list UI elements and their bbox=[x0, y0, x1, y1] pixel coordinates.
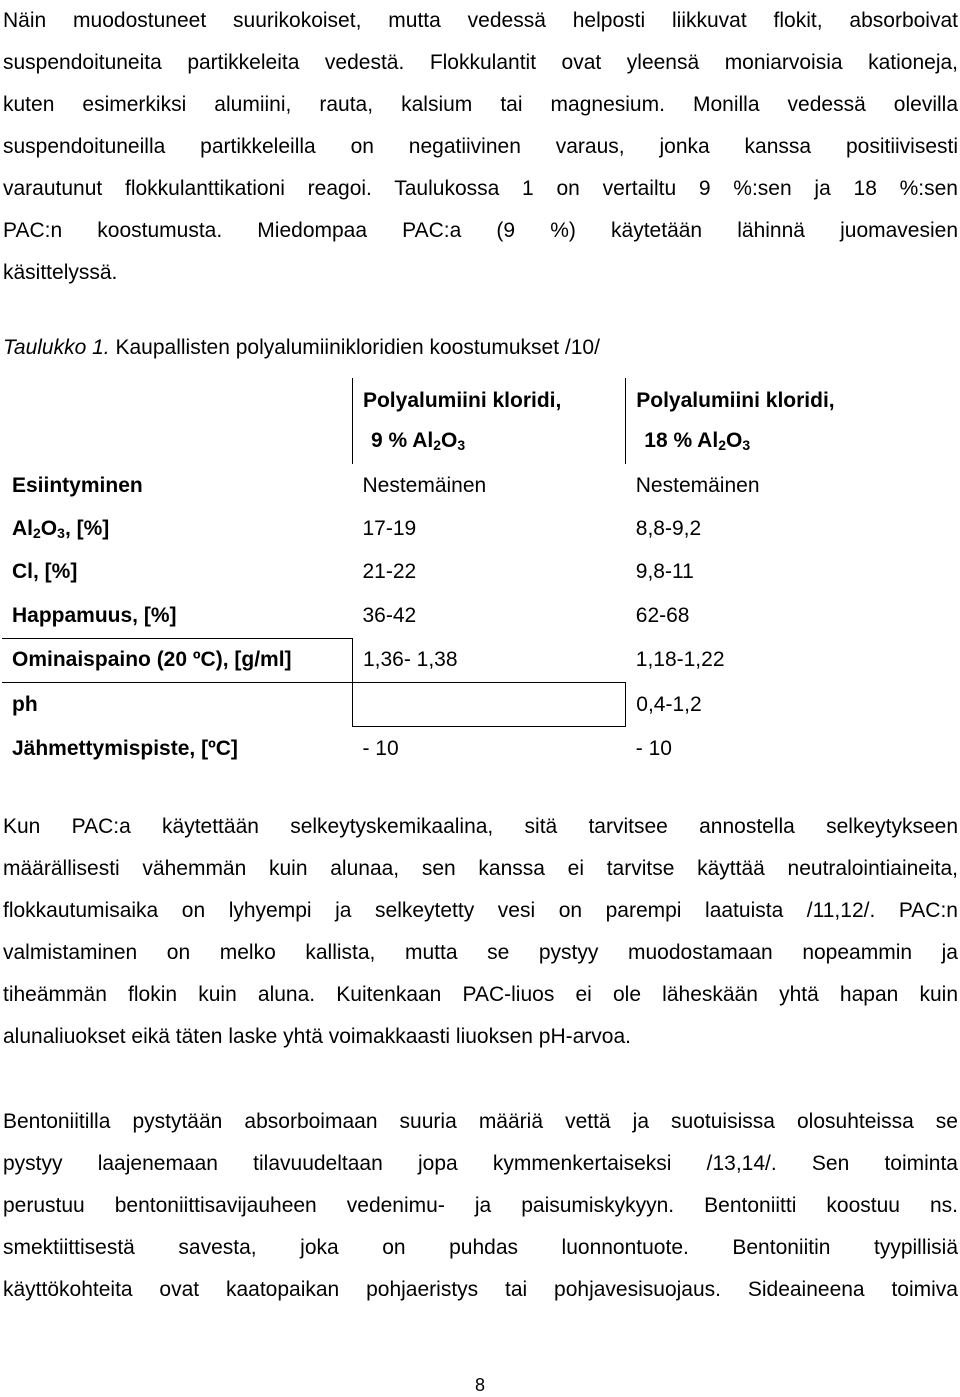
row-label-unit: , [%] bbox=[64, 517, 110, 541]
subscript: 2 bbox=[433, 437, 442, 453]
row-label: Happamuus, [%] bbox=[12, 603, 177, 627]
text-line: suspendoituneita partikkeleita vedestä. Flokkulantit ovat yleensä moniarvoisia kationeja, bbox=[3, 51, 958, 74]
header-pac-9-o: O bbox=[441, 429, 458, 452]
cell-pac-9: - 10 bbox=[362, 737, 399, 761]
table-row bbox=[2, 594, 898, 638]
table-caption-label: Taulukko 1. bbox=[3, 336, 110, 359]
cell-pac-18: 9,8-11 bbox=[635, 560, 694, 584]
cell-pac-9: 21-22 bbox=[362, 560, 417, 584]
cell-pac-18: Nestemäinen bbox=[635, 473, 760, 497]
paragraph-flocculants bbox=[3, 0, 958, 294]
row-label: Esiintyminen bbox=[12, 473, 143, 497]
cell-pac-9: 1,36- 1,38 bbox=[362, 648, 458, 671]
subscript: 2 bbox=[33, 525, 41, 542]
text-line: Näin muodostuneet suurikokoiset, mutta vedessä helposti liikkuvat flokit, absorboivat bbox=[3, 9, 958, 32]
header-pac-9 bbox=[352, 378, 625, 464]
table-row bbox=[2, 727, 898, 771]
text-line: varautunut flokkulanttikationi reagoi. Taulukossa 1 on vertailtu 9 %:sen ja 18 %:sen bbox=[3, 177, 958, 200]
cell-pac-18: 62-68 bbox=[635, 604, 690, 628]
text-line: käyttökohteita ovat kaatopaikan pohjaeristys tai pohjavesisuojaus. Sideaineena toimiva bbox=[3, 1278, 958, 1301]
pac-composition-table bbox=[2, 378, 898, 771]
text-line: perustuu bentoniittisavijauheen vedenimu- ja paisumiskykyyn. Bentoniitti koostuu ns. bbox=[3, 1194, 958, 1217]
subscript: 3 bbox=[57, 525, 65, 542]
paragraph-bentonite bbox=[3, 1101, 958, 1311]
cell-pac-18: 1,18-1,22 bbox=[635, 648, 725, 672]
text-line: alunaliuokset eikä täten laske yhtä voimakkaasti liuoksen pH-arvoa. bbox=[3, 1025, 632, 1048]
row-label-o: O bbox=[40, 517, 58, 541]
table-header-row bbox=[2, 378, 898, 464]
cell-pac-9: Nestemäinen bbox=[362, 473, 487, 497]
header-pac-9-title: Polyalumiini kloridi, bbox=[362, 389, 562, 412]
paragraph-pac-usage bbox=[3, 806, 958, 1058]
header-pac-9-concentration bbox=[363, 421, 615, 461]
header-pac-18-title: Polyalumiini kloridi, bbox=[636, 389, 835, 412]
subscript: 3 bbox=[742, 437, 751, 453]
table-row bbox=[2, 507, 898, 550]
table-row bbox=[2, 551, 898, 594]
header-empty-cell bbox=[2, 378, 352, 464]
table-row bbox=[2, 464, 898, 507]
header-pac-9-pct: 9 % Al bbox=[370, 429, 434, 452]
text-line: Bentoniitilla pystytään absorboimaan suuria määriä vettä ja suotuisissa olosuhteissa se bbox=[3, 1110, 958, 1133]
row-label bbox=[2, 507, 352, 550]
header-pac-18-concentration bbox=[636, 421, 888, 461]
cell-pac-9: 17-19 bbox=[362, 517, 417, 541]
text-line: PAC:n koostumusta. Miedompaa PAC:a (9 %) käytetään lähinnä juomavesien bbox=[3, 219, 958, 242]
text-line: Kun PAC:a käytettään selkeytyskemikaalina, sitä tarvitsee annostella selkeytykseen bbox=[3, 815, 958, 838]
page-number: 8 bbox=[474, 1375, 485, 1395]
text-line: tiheämmän flokin kuin aluna. Kuitenkaan PAC-liuos ei ole läheskään yhtä hapan kuin bbox=[3, 983, 958, 1006]
subscript: 2 bbox=[718, 437, 726, 453]
table-caption bbox=[3, 327, 600, 369]
row-label: Jähmettymispiste, [ºC] bbox=[12, 736, 238, 760]
header-pac-18 bbox=[626, 378, 898, 464]
row-label: Cl, [%] bbox=[12, 560, 78, 584]
row-label: Ominaispaino (20 ºC), [g/ml] bbox=[2, 638, 352, 682]
text-line: flokkautumisaika on lyhyempi ja selkeytetty vesi on parempi laatuista /11,12/. PAC:n bbox=[3, 899, 958, 922]
text-line: valmistaminen on melko kallista, mutta se pystyy muodostamaan nopeammin ja bbox=[3, 941, 958, 964]
table-caption-text: Kaupallisten polyalumiinikloridien koostumukset /10/ bbox=[109, 336, 600, 359]
table-row bbox=[2, 638, 898, 682]
table-row bbox=[2, 682, 898, 726]
cell-pac-9: 36-42 bbox=[362, 604, 417, 628]
cell-pac-18: - 10 bbox=[635, 736, 672, 760]
header-pac-18-o: O bbox=[725, 429, 743, 452]
row-label-al: Al bbox=[12, 517, 33, 541]
text-line: määrällisesti vähemmän kuin alunaa, sen kanssa ei tarvitse käyttää neutralointiaineita, bbox=[3, 857, 958, 880]
text-line: käsittelyssä. bbox=[3, 261, 118, 284]
cell-pac-18: 0,4-1,2 bbox=[636, 692, 702, 716]
cell-pac-9 bbox=[352, 682, 625, 726]
text-line: smektiittisestä savesta, joka on puhdas luonnontuote. Bentoniitin tyypillisiä bbox=[3, 1236, 958, 1259]
cell-pac-18: 8,8-9,2 bbox=[635, 517, 702, 541]
header-pac-18-pct: 18 % Al bbox=[644, 429, 719, 452]
subscript: 3 bbox=[457, 437, 466, 453]
text-line: kuten esimerkiksi alumiini, rauta, kalsium tai magnesium. Monilla vedessä olevilla bbox=[3, 93, 958, 116]
text-line: pystyy laajenemaan tilavuudeltaan jopa kymmenkertaiseksi /13,14/. Sen toiminta bbox=[3, 1152, 958, 1175]
text-line: suspendoituneilla partikkeleilla on negatiivinen varaus, jonka kanssa positiivisesti bbox=[3, 135, 958, 158]
row-label: ph bbox=[12, 692, 38, 716]
